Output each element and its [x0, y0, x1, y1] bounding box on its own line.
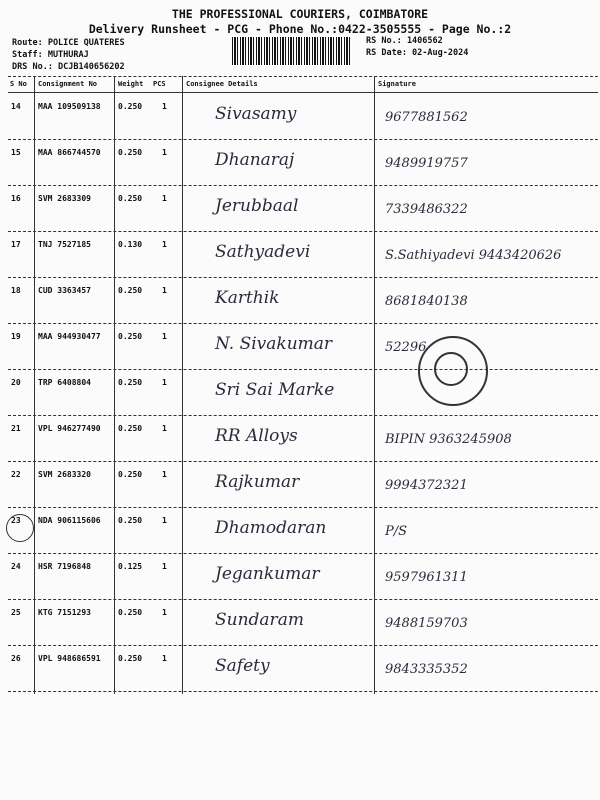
row-signature: 9677881562	[385, 110, 468, 125]
row-pcs: 1	[162, 608, 167, 617]
route-label: Route: POLICE QUATERES	[12, 38, 125, 48]
row-divider	[8, 185, 598, 186]
circled-mark	[6, 514, 34, 542]
row-sno: 19	[11, 332, 21, 341]
drs-number: DRS No.: DCJB140656202	[12, 62, 125, 72]
row-sno: 25	[11, 608, 21, 617]
row-sno: 22	[11, 470, 21, 479]
row-sno: 17	[11, 240, 21, 249]
header-sno: S No	[10, 80, 27, 88]
row-sno: 23	[11, 516, 21, 525]
row-divider	[8, 369, 598, 370]
row-consignee-name: Rajkumar	[215, 472, 300, 492]
row-sno: 26	[11, 654, 21, 663]
row-consignee-name: Sri Sai Marke	[215, 380, 335, 400]
header-pcs: PCS	[153, 80, 166, 88]
row-signature: 9597961311	[385, 570, 468, 585]
row-pcs: 1	[162, 470, 167, 479]
row-consignment-no: MAA 109509138	[38, 102, 101, 111]
row-consignment-no: TRP 6408804	[38, 378, 91, 387]
row-consignee-name: Jegankumar	[215, 564, 320, 584]
row-signature: 7339486322	[385, 202, 468, 217]
row-pcs: 1	[162, 148, 167, 157]
row-consignment-no: SVM 2683309	[38, 194, 91, 203]
row-consignment-no: MAA 944930477	[38, 332, 101, 341]
header-signature: Signature	[378, 80, 416, 88]
row-divider	[8, 139, 598, 140]
row-pcs: 1	[162, 102, 167, 111]
row-consignee-name: Sivasamy	[215, 104, 297, 124]
row-sno: 16	[11, 194, 21, 203]
row-weight: 0.250	[118, 332, 143, 341]
column-divider	[182, 76, 183, 694]
column-divider	[114, 76, 115, 694]
row-pcs: 1	[162, 562, 167, 571]
row-pcs: 1	[162, 516, 167, 525]
row-divider	[8, 691, 598, 692]
row-consignment-no: MAA 866744570	[38, 148, 101, 157]
row-sno: 15	[11, 148, 21, 157]
row-divider	[8, 507, 598, 508]
row-pcs: 1	[162, 654, 167, 663]
column-divider	[374, 76, 375, 694]
row-consignee-name: Safety	[215, 656, 270, 676]
row-consignment-no: VPL 948686591	[38, 654, 101, 663]
row-signature: 52296	[385, 340, 427, 355]
row-pcs: 1	[162, 240, 167, 249]
row-divider	[8, 415, 598, 416]
row-consignee-name: Dhanaraj	[215, 150, 295, 170]
row-consignment-no: HSR 7196848	[38, 562, 91, 571]
row-signature: 9489919757	[385, 156, 468, 171]
row-signature: P/S	[385, 524, 408, 539]
row-sno: 21	[11, 424, 21, 433]
header-weight: Weight	[118, 80, 144, 88]
row-weight: 0.250	[118, 194, 143, 203]
header-rule	[8, 92, 598, 93]
row-weight: 0.250	[118, 424, 143, 433]
row-consignment-no: SVM 2683320	[38, 470, 91, 479]
row-consignee-name: Karthik	[215, 288, 280, 308]
row-weight: 0.250	[118, 378, 143, 387]
row-consignee-name: Dhamodaran	[215, 518, 327, 538]
row-sno: 24	[11, 562, 21, 571]
row-consignee-name: RR Alloys	[215, 426, 298, 446]
row-sno: 14	[11, 102, 21, 111]
row-consignee-name: Jerubbaal	[215, 196, 299, 216]
header-consignment: Consignment No	[38, 80, 98, 88]
row-consignment-no: NDA 906115606	[38, 516, 101, 525]
header-consignee: Consignee Details	[186, 80, 258, 88]
staff-label: Staff: MUTHURAJ	[12, 50, 89, 60]
row-pcs: 1	[162, 332, 167, 341]
row-divider	[8, 461, 598, 462]
row-weight: 0.250	[118, 102, 143, 111]
row-weight: 0.250	[118, 654, 143, 663]
row-weight: 0.250	[118, 286, 143, 295]
row-pcs: 1	[162, 378, 167, 387]
delivery-stamp-center	[434, 352, 468, 386]
row-consignee-name: Sundaram	[215, 610, 304, 630]
row-pcs: 1	[162, 424, 167, 433]
row-weight: 0.250	[118, 516, 143, 525]
row-divider	[8, 231, 598, 232]
row-divider	[8, 553, 598, 554]
row-divider	[8, 323, 598, 324]
barcode	[232, 37, 350, 65]
row-weight: 0.125	[118, 562, 143, 571]
rs-date: RS Date: 02-Aug-2024	[366, 48, 469, 58]
row-pcs: 1	[162, 194, 167, 203]
company-title: THE PROFESSIONAL COURIERS, COIMBATORE	[171, 7, 429, 21]
row-weight: 0.130	[118, 240, 143, 249]
row-divider	[8, 277, 598, 278]
row-weight: 0.250	[118, 148, 143, 157]
row-consignment-no: CUD 3363457	[38, 286, 91, 295]
row-consignment-no: TNJ 7527185	[38, 240, 91, 249]
row-consignee-name: N. Sivakumar	[215, 334, 333, 354]
row-consignee-name: Sathyadevi	[215, 242, 311, 262]
row-pcs: 1	[162, 286, 167, 295]
runsheet-subtitle: Delivery Runsheet - PCG - Phone No.:0422-3505555 - Page No.:2	[88, 22, 512, 36]
row-signature: 9488159703	[385, 616, 468, 631]
column-divider	[34, 76, 35, 694]
row-signature: 9994372321	[385, 478, 468, 493]
row-signature: 9843335352	[385, 662, 468, 677]
row-signature: S.Sathiyadevi 9443420626	[385, 248, 562, 263]
rs-number: RS No.: 1406562	[366, 36, 443, 46]
row-consignment-no: KTG 7151293	[38, 608, 91, 617]
row-sno: 20	[11, 378, 21, 387]
row-weight: 0.250	[118, 608, 143, 617]
row-signature: 8681840138	[385, 294, 468, 309]
row-sno: 18	[11, 286, 21, 295]
row-weight: 0.250	[118, 470, 143, 479]
row-divider	[8, 599, 598, 600]
row-consignment-no: VPL 946277490	[38, 424, 101, 433]
table-top-rule	[8, 76, 598, 77]
row-signature: BIPIN 9363245908	[385, 432, 512, 447]
row-divider	[8, 645, 598, 646]
